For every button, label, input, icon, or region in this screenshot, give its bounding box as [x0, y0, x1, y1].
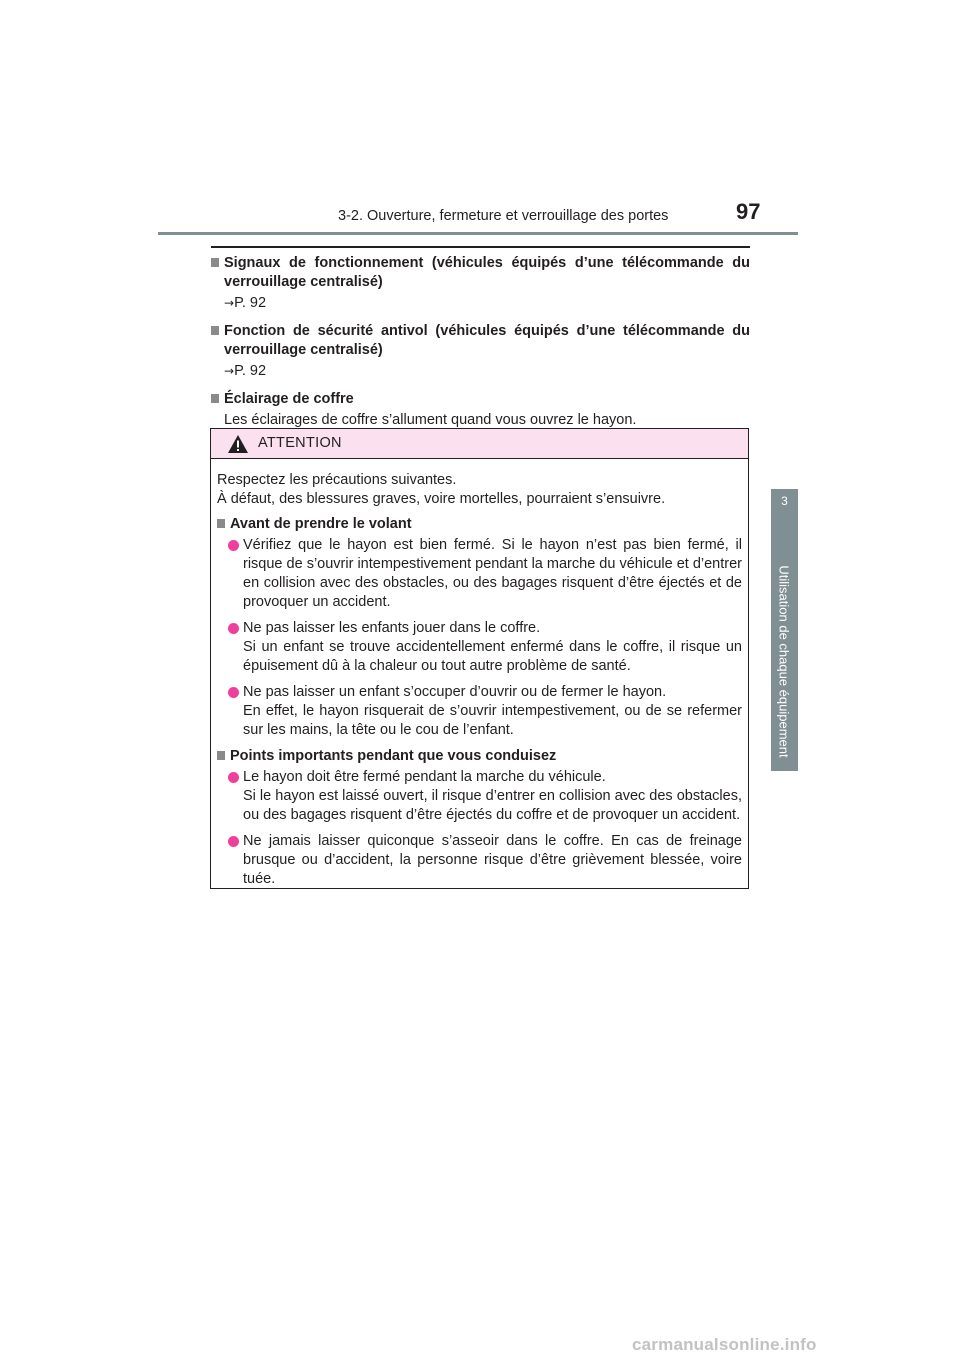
- pink-bullet-icon: [228, 687, 239, 698]
- item-anti-theft: [211, 322, 750, 381]
- content-rule: [211, 246, 750, 248]
- content: [211, 254, 750, 439]
- warning-bullet: Vérifiez que le hayon est bien fermé. Si le hayon n’est pas bien fermé, il risque de s’ouvrir intempestivement pendant la marche du véhicule et d’entrer en collision avec des obstacles, ou des bagages risquent d’être éjectés et de provoquer un accident.: [217, 536, 742, 612]
- item-operation-signals: [211, 254, 750, 313]
- chapter-number: 3: [781, 494, 788, 508]
- warning-bullet: Ne pas laisser un enfant s’occuper d’ouvrir ou de fermer le hayon. En effet, le hayon risquerait de s’ouvrir intempestivement, ou de se refermer sur les mains, la tête ou le cou de l’enfant.: [217, 683, 742, 740]
- square-bullet-icon: [211, 258, 219, 267]
- arrow-right-icon: →: [224, 364, 235, 378]
- page-number: 97: [736, 199, 761, 224]
- warning-section-before-driving: [217, 515, 742, 740]
- warning-triangle-icon: [227, 434, 249, 454]
- warning-box: [210, 428, 749, 889]
- warning-bullet: Le hayon doit être fermé pendant la marche du véhicule. Si le hayon est laissé ouvert, il risque d’entrer en collision avec des obstacles, ou des bagages risquent d’être éjectés du coffre et de provoquer un accident.: [217, 768, 742, 825]
- pink-bullet-icon: [228, 836, 239, 847]
- page-reference[interactable]: →P. 92: [224, 295, 267, 311]
- item-trunk-lighting: [211, 390, 750, 430]
- warning-body: [211, 459, 748, 889]
- watermark: carmanualsonline.info: [632, 1335, 817, 1354]
- page-reference[interactable]: →P. 92: [224, 363, 267, 379]
- warning-bullet: Ne pas laisser les enfants jouer dans le coffre. Si un enfant se trouve accidentellement enfermé dans le coffre, il risque un épuisement dû à la chaleur ou tout autre problème de santé.: [217, 619, 742, 676]
- warning-bullet: Ne jamais laisser quiconque s’asseoir dans le coffre. En cas de freinage brusque ou d’accident, la personne risque d’être grièvement blessée, voire tuée.: [217, 832, 742, 889]
- item-title: Fonction de sécurité antivol (véhicules équipés d’une télécommande du verrouillage centralisé): [211, 322, 750, 360]
- square-bullet-icon: [217, 751, 225, 760]
- pink-bullet-icon: [228, 623, 239, 634]
- page-header-section: 3-2. Ouverture, fermeture et verrouillage des portes: [338, 208, 669, 224]
- warning-section-while-driving: [217, 747, 742, 889]
- square-bullet-icon: [217, 519, 225, 528]
- item-title: Éclairage de coffre: [211, 390, 750, 409]
- warning-section-title: Avant de prendre le volant: [217, 515, 742, 534]
- item-title: Signaux de fonctionnement (véhicules équipés d’une télécommande du verrouillage centralisé): [211, 254, 750, 292]
- item-text: Les éclairages de coffre s’allument quand vous ouvrez le hayon.: [224, 412, 637, 428]
- warning-intro: Respectez les précautions suivantes. À défaut, des blessures graves, voire mortelles, pourraient s’ensuivre.: [217, 472, 666, 507]
- chapter-label: Utilisation de chaque équipement: [776, 565, 792, 758]
- square-bullet-icon: [211, 394, 219, 403]
- warning-title: ATTENTION: [258, 435, 342, 451]
- square-bullet-icon: [211, 326, 219, 335]
- pink-bullet-icon: [228, 540, 239, 551]
- warning-header: [211, 429, 748, 459]
- arrow-right-icon: →: [224, 296, 235, 310]
- pink-bullet-icon: [228, 772, 239, 783]
- warning-section-title: Points importants pendant que vous conduisez: [217, 747, 742, 766]
- header-rule: [158, 232, 798, 235]
